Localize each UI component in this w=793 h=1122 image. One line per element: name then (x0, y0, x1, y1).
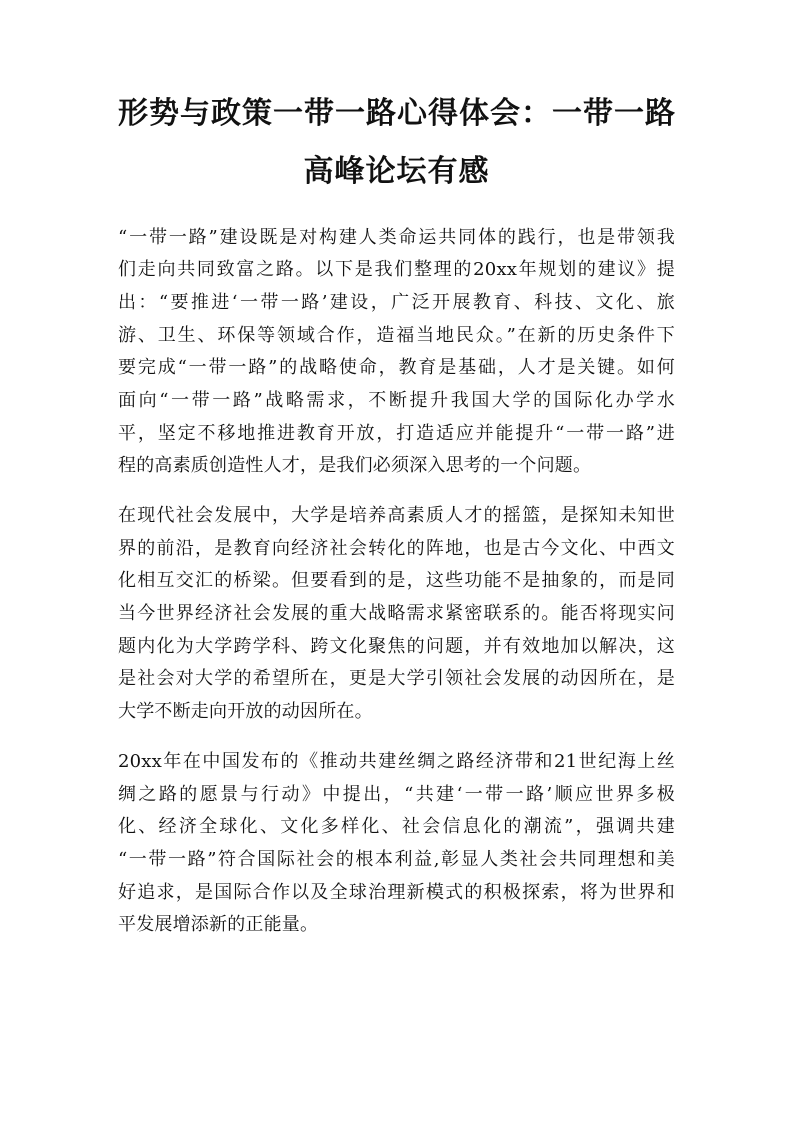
document-title-line-1: 形势与政策一带一路心得体会：一带一路 (118, 96, 676, 131)
paragraph-1-line-3: 出：“要推进‘一带一路’建设，广泛开展教育、科技、文化、旅 (118, 292, 675, 313)
paragraph-2-line-6: 是社会对大学的希望所在，更是大学引领社会发展的动因所在，是 (118, 668, 675, 689)
paragraph-3-line-3: 化、经济全球化、文化多样化、社会信息化的潮流”，强调共建 (118, 816, 675, 837)
paragraph-3-line-6: 平发展增添新的正能量。 (118, 914, 319, 935)
paragraph-1-line-8: 程的高素质创造性人才，是我们必须深入思考的一个问题。 (118, 455, 592, 476)
paragraph-1-line-6: 面向“一带一路”战略需求，不断提升我国大学的国际化办学水 (118, 390, 675, 411)
paragraph-1-line-1: “一带一路”建设既是对构建人类命运共同体的践行，也是带领我 (118, 227, 675, 248)
paragraph-2-line-3: 化相互交汇的桥梁。但要看到的是，这些功能不是抽象的，而是同 (118, 570, 675, 591)
paragraph-1-line-4: 游、卫生、环保等领域合作，造福当地民众。”在新的历史条件下 (118, 325, 675, 346)
document-title-line-2: 高峰论坛有感 (303, 154, 490, 189)
paragraph-2-line-2: 界的前沿，是教育向经济社会转化的阵地，也是古今文化、中西文 (118, 538, 675, 559)
paragraph-3-line-1: 20xx年在中国发布的《推动共建丝绸之路经济带和21世纪海上丝 (118, 751, 675, 772)
paragraph-1-line-5: 要完成“一带一路”的战略使命，教育是基础，人才是关键。如何 (118, 357, 675, 378)
paragraph-3-line-4: “一带一路”符合国际社会的根本利益,彰显人类社会共同理想和美 (118, 849, 675, 870)
paragraph-2-line-1: 在现代社会发展中，大学是培养高素质人才的摇篮，是探知未知世 (118, 505, 675, 526)
paragraph-2-line-4: 当今世界经济社会发展的重大战略需求紧密联系的。能否将现实问 (118, 603, 675, 624)
paragraph-2-line-7: 大学不断走向开放的动因所在。 (118, 701, 373, 722)
paragraph-1-line-2: 们走向共同致富之路。以下是我们整理的20xx年规划的建议》提 (118, 259, 675, 280)
paragraph-3-line-2: 绸之路的愿景与行动》中提出，“共建‘一带一路’顺应世界多极 (118, 784, 675, 805)
paragraph-2-line-5: 题内化为大学跨学科、跨文化聚焦的问题，并有效地加以解决，这 (118, 636, 675, 657)
paragraph-3-line-5: 好追求，是国际合作以及全球治理新模式的积极探索，将为世界和 (118, 882, 675, 903)
paragraph-1-line-7: 平，坚定不移地推进教育开放，打造适应并能提升“一带一路”进 (118, 423, 675, 444)
